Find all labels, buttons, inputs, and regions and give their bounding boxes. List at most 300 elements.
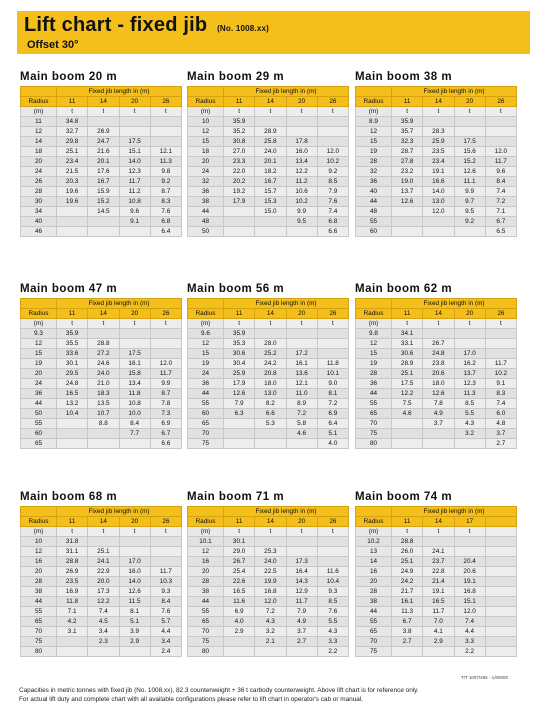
- capacity-cell: 6.9: [317, 409, 348, 419]
- table-row: [356, 177, 517, 187]
- radius-cell: 40: [21, 217, 57, 227]
- capacity-cell: 7.4: [485, 399, 516, 409]
- tonne-unit-cell: t: [119, 107, 150, 117]
- table-row: [188, 637, 349, 647]
- header-row: [356, 87, 517, 97]
- lift-chart-panel: [187, 490, 349, 657]
- capacity-cell: 24.2: [255, 359, 286, 369]
- capacity-cell: 3.8: [392, 627, 423, 637]
- capacity-cell: 22.6: [224, 577, 255, 587]
- capacity-cell: [255, 117, 286, 127]
- capacity-cell: 12.2: [286, 167, 317, 177]
- capacity-cell: [119, 127, 150, 137]
- radius-cell: 44: [188, 389, 224, 399]
- unit-row: [188, 319, 349, 329]
- capacity-cell: 6.9: [224, 607, 255, 617]
- capacity-cell: 24.0: [88, 369, 119, 379]
- capacity-cell: [57, 227, 88, 237]
- capacity-cell: 33.6: [57, 349, 88, 359]
- capacity-cell: [255, 217, 286, 227]
- table-row: [21, 627, 182, 637]
- capacity-cell: 9.3: [317, 587, 348, 597]
- capacity-cell: 10.7: [88, 409, 119, 419]
- capacity-cell: 9.9: [454, 187, 485, 197]
- capacity-cell: 12.0: [454, 607, 485, 617]
- capacity-cell: 32.3: [392, 137, 423, 147]
- radius-cell: 9.6: [188, 329, 224, 339]
- capacity-cell: 9.3: [150, 587, 181, 597]
- table-header: [356, 87, 517, 107]
- table-row: [21, 399, 182, 409]
- capacity-cell: 6.7: [392, 617, 423, 627]
- tonne-unit-cell: t: [88, 527, 119, 537]
- table-row: [188, 117, 349, 127]
- capacity-cell: 12.1: [286, 379, 317, 389]
- panel-title: Main boom 62 m: [355, 283, 453, 295]
- table-row: [21, 429, 182, 439]
- radius-unit-cell: (m): [356, 107, 392, 117]
- jib-length-header: 26: [150, 97, 181, 107]
- unit-row: [21, 527, 182, 537]
- capacity-cell: 25.9: [224, 369, 255, 379]
- capacity-cell: [88, 329, 119, 339]
- capacity-cell: [88, 439, 119, 449]
- capacity-cell: 9.5: [454, 207, 485, 217]
- capacity-cell: 22.0: [224, 167, 255, 177]
- radius-cell: 60: [21, 429, 57, 439]
- capacity-cell: 10.2: [286, 197, 317, 207]
- radius-cell: 80: [356, 439, 392, 449]
- capacity-cell: [255, 537, 286, 547]
- table-row: [356, 369, 517, 379]
- radius-cell: 14: [356, 557, 392, 567]
- capacity-cell: 16.9: [57, 587, 88, 597]
- table-row: [21, 439, 182, 449]
- capacity-cell: 34.1: [392, 329, 423, 339]
- capacity-cell: 30.8: [224, 137, 255, 147]
- capacity-cell: 13.0: [255, 389, 286, 399]
- table-row: [21, 137, 182, 147]
- radius-cell: 36: [356, 379, 392, 389]
- tonne-unit-cell: t: [423, 319, 454, 329]
- capacity-cell: 6.4: [317, 419, 348, 429]
- capacity-cell: 15.1: [454, 597, 485, 607]
- table-row: [356, 117, 517, 127]
- capacity-cell: 17.2: [286, 349, 317, 359]
- capacity-cell: 14.0: [119, 577, 150, 587]
- capacity-cell: 2.3: [88, 637, 119, 647]
- capacity-cell: [485, 617, 516, 627]
- capacity-cell: 22.8: [423, 567, 454, 577]
- capacity-cell: 7.2: [286, 409, 317, 419]
- table-row: [356, 607, 517, 617]
- capacity-cell: 16.7: [255, 177, 286, 187]
- table-row: [188, 399, 349, 409]
- radius-unit-cell: (m): [188, 527, 224, 537]
- capacity-cell: 14.0: [119, 157, 150, 167]
- table-row: [356, 419, 517, 429]
- jib-length-header: 11: [57, 309, 88, 319]
- capacity-cell: 25.1: [392, 557, 423, 567]
- capacity-cell: 9.9: [150, 379, 181, 389]
- capacity-cell: [454, 227, 485, 237]
- lift-chart-panel: [20, 282, 182, 449]
- capacity-cell: 8.9: [286, 399, 317, 409]
- panel-title: Main boom 29 m: [187, 71, 285, 83]
- table-row: [21, 177, 182, 187]
- table-body: [21, 527, 182, 657]
- radius-cell: 9.3: [21, 329, 57, 339]
- capacity-cell: 4.9: [286, 617, 317, 627]
- tonne-unit-cell: t: [119, 319, 150, 329]
- tonne-unit-cell: t: [88, 319, 119, 329]
- table-row: [21, 379, 182, 389]
- capacity-cell: 6.6: [317, 227, 348, 237]
- radius-cell: 19: [188, 359, 224, 369]
- capacity-cell: 10.6: [286, 187, 317, 197]
- capacity-cell: 3.3: [317, 637, 348, 647]
- capacity-cell: [255, 329, 286, 339]
- capacity-cell: 19.1: [454, 577, 485, 587]
- capacity-cell: [317, 117, 348, 127]
- capacity-cell: 25.9: [423, 137, 454, 147]
- capacity-cell: 9.6: [485, 167, 516, 177]
- tonne-unit-cell: t: [423, 107, 454, 117]
- capacity-cell: 7.8: [150, 399, 181, 409]
- capacity-cell: 6.8: [150, 217, 181, 227]
- capacity-cell: 7.4: [485, 187, 516, 197]
- capacity-cell: [255, 429, 286, 439]
- header-cell-empty: [356, 87, 392, 97]
- footnote-line-1: Capacities in metric tonnes with fixed jib (No. 1008.xx), 82.3 counterweight + 36 t carbody counterweight. Above lift chart is for reference only.: [19, 687, 419, 694]
- table-row: [188, 137, 349, 147]
- radius-cell: 14: [21, 137, 57, 147]
- header-row: [21, 507, 182, 517]
- capacity-cell: [317, 329, 348, 339]
- capacity-cell: 6.4: [150, 227, 181, 237]
- capacity-cell: 35.9: [224, 117, 255, 127]
- capacity-cell: [317, 349, 348, 359]
- jib-length-header: 26: [317, 97, 348, 107]
- capacity-cell: [119, 537, 150, 547]
- capacity-cell: 29.0: [224, 547, 255, 557]
- lift-chart-table: [355, 506, 517, 657]
- unit-row: [356, 319, 517, 329]
- radius-cell: 44: [356, 389, 392, 399]
- capacity-cell: [317, 127, 348, 137]
- radius-cell: 10: [21, 537, 57, 547]
- document-id: T/T 1007/485 - 1/00000: [461, 675, 508, 680]
- radius-cell: 12: [21, 127, 57, 137]
- capacity-cell: 7.6: [317, 197, 348, 207]
- table-row: [21, 557, 182, 567]
- capacity-cell: 26.9: [57, 567, 88, 577]
- table-row: [356, 339, 517, 349]
- radius-cell: 44: [21, 597, 57, 607]
- table-header: [356, 299, 517, 319]
- tonne-unit-cell: t: [57, 527, 88, 537]
- capacity-cell: [454, 339, 485, 349]
- radius-cell: 12: [356, 127, 392, 137]
- table-row: [356, 547, 517, 557]
- table-row: [356, 577, 517, 587]
- radius-cell: 44: [188, 597, 224, 607]
- capacity-cell: 9.1: [119, 217, 150, 227]
- capacity-cell: 10.4: [317, 577, 348, 587]
- table-row: [188, 439, 349, 449]
- radius-cell: 36: [356, 177, 392, 187]
- radius-header: Radius: [188, 517, 224, 527]
- tonne-unit-cell: t: [150, 527, 181, 537]
- capacity-cell: 8.5: [317, 597, 348, 607]
- table-row: [188, 127, 349, 137]
- capacity-cell: [485, 647, 516, 657]
- capacity-cell: 17.5: [119, 349, 150, 359]
- jib-length-header: 14: [255, 97, 286, 107]
- capacity-cell: [423, 227, 454, 237]
- table-header: [188, 299, 349, 319]
- capacity-cell: 19.9: [255, 577, 286, 587]
- tonne-unit-cell: t: [224, 527, 255, 537]
- table-row: [188, 369, 349, 379]
- radius-cell: 44: [21, 399, 57, 409]
- capacity-cell: 18.3: [88, 389, 119, 399]
- capacity-cell: 9.7: [454, 197, 485, 207]
- capacity-cell: [286, 439, 317, 449]
- table-row: [356, 409, 517, 419]
- tonne-unit-cell: t: [454, 107, 485, 117]
- capacity-cell: 15.6: [454, 147, 485, 157]
- table-row: [21, 329, 182, 339]
- capacity-cell: [286, 537, 317, 547]
- table-row: [356, 379, 517, 389]
- capacity-cell: 21.7: [392, 587, 423, 597]
- capacity-cell: 4.4: [454, 627, 485, 637]
- capacity-cell: 9.1: [485, 379, 516, 389]
- capacity-cell: 23.4: [57, 157, 88, 167]
- capacity-cell: 15.7: [255, 187, 286, 197]
- capacity-cell: [224, 207, 255, 217]
- radius-cell: 24: [21, 167, 57, 177]
- table-row: [21, 369, 182, 379]
- radius-cell: 12: [188, 547, 224, 557]
- jib-length-header: 11: [392, 97, 423, 107]
- capacity-cell: 24.1: [423, 547, 454, 557]
- radius-cell: 60: [188, 409, 224, 419]
- capacity-cell: 4.6: [392, 409, 423, 419]
- capacity-cell: [119, 117, 150, 127]
- capacity-cell: [57, 637, 88, 647]
- table-row: [356, 137, 517, 147]
- tonne-unit-cell: t: [317, 107, 348, 117]
- radius-cell: 11: [21, 117, 57, 127]
- radius-cell: 70: [188, 429, 224, 439]
- capacity-cell: 28.3: [423, 127, 454, 137]
- radius-cell: 55: [21, 419, 57, 429]
- fixed-jib-header: Fixed jib length in (m): [57, 299, 182, 309]
- table-row: [356, 157, 517, 167]
- capacity-cell: 8.3: [150, 197, 181, 207]
- capacity-cell: 26.7: [423, 339, 454, 349]
- capacity-cell: 11.7: [485, 359, 516, 369]
- capacity-cell: 2.9: [119, 637, 150, 647]
- capacity-cell: 9.8: [150, 167, 181, 177]
- capacity-cell: 34.8: [57, 117, 88, 127]
- capacity-cell: 8.4: [119, 419, 150, 429]
- capacity-cell: 16.6: [423, 177, 454, 187]
- capacity-cell: 6.8: [317, 217, 348, 227]
- capacity-cell: 11.0: [286, 389, 317, 399]
- table-row: [21, 349, 182, 359]
- capacity-cell: 12.2: [392, 389, 423, 399]
- radius-cell: 10.1: [188, 537, 224, 547]
- tonne-unit-cell: t: [454, 527, 485, 537]
- capacity-cell: 16.1: [119, 359, 150, 369]
- radius-cell: 28: [356, 157, 392, 167]
- capacity-cell: 4.9: [423, 409, 454, 419]
- capacity-cell: [423, 439, 454, 449]
- radius-cell: 15: [356, 137, 392, 147]
- capacity-cell: [57, 647, 88, 657]
- capacity-cell: 12.0: [423, 207, 454, 217]
- capacity-cell: 17.0: [119, 557, 150, 567]
- jib-length-header: 20: [119, 309, 150, 319]
- capacity-cell: 12.6: [392, 197, 423, 207]
- table-row: [356, 557, 517, 567]
- capacity-cell: 11.2: [119, 187, 150, 197]
- capacity-cell: 7.2: [485, 197, 516, 207]
- radius-cell: 70: [21, 627, 57, 637]
- capacity-cell: 3.7: [485, 429, 516, 439]
- capacity-cell: 19.0: [392, 177, 423, 187]
- capacity-cell: [423, 329, 454, 339]
- table-row: [356, 597, 517, 607]
- radius-cell: 32: [356, 167, 392, 177]
- table-row: [356, 429, 517, 439]
- radius-cell: 18: [188, 147, 224, 157]
- radius-header: Radius: [356, 309, 392, 319]
- header-bar: [17, 11, 530, 54]
- capacity-cell: 2.9: [224, 627, 255, 637]
- unit-row: [21, 319, 182, 329]
- table-row: [188, 537, 349, 547]
- header-cell-empty: [21, 299, 57, 309]
- table-row: [188, 587, 349, 597]
- capacity-cell: 10.2: [317, 157, 348, 167]
- tonne-unit-cell: t: [119, 527, 150, 537]
- table-row: [188, 167, 349, 177]
- capacity-cell: 10.8: [119, 197, 150, 207]
- capacity-cell: 8.5: [317, 177, 348, 187]
- capacity-cell: 13.6: [286, 369, 317, 379]
- jib-length-header: 11: [224, 517, 255, 527]
- header-row: [21, 97, 182, 107]
- capacity-cell: 30.1: [224, 537, 255, 547]
- lift-chart-panel: [20, 70, 182, 237]
- capacity-cell: 15.3: [255, 197, 286, 207]
- footnote: [19, 686, 531, 704]
- radius-unit-cell: (m): [188, 319, 224, 329]
- capacity-cell: 28.8: [57, 557, 88, 567]
- radius-header: Radius: [21, 517, 57, 527]
- table-row: [188, 567, 349, 577]
- capacity-cell: 6.6: [255, 409, 286, 419]
- capacity-cell: [485, 349, 516, 359]
- jib-length-header: 20: [454, 309, 485, 319]
- fixed-jib-header: Fixed jib length in (m): [392, 299, 517, 309]
- capacity-cell: 2.7: [485, 439, 516, 449]
- capacity-cell: 5.1: [317, 429, 348, 439]
- capacity-cell: 12.2: [88, 597, 119, 607]
- capacity-cell: 30.6: [392, 349, 423, 359]
- table-row: [356, 389, 517, 399]
- capacity-cell: 21.0: [88, 379, 119, 389]
- table-row: [188, 157, 349, 167]
- capacity-cell: 25.1: [88, 547, 119, 557]
- capacity-cell: 11.2: [286, 177, 317, 187]
- lift-chart-panel: [355, 490, 517, 657]
- capacity-cell: 28.8: [88, 339, 119, 349]
- capacity-cell: 27.2: [88, 349, 119, 359]
- table-row: [21, 187, 182, 197]
- radius-header: Radius: [21, 97, 57, 107]
- table-row: [188, 409, 349, 419]
- capacity-cell: 15.0: [255, 207, 286, 217]
- tonne-unit-cell: t: [286, 107, 317, 117]
- capacity-cell: 3.4: [88, 627, 119, 637]
- capacity-cell: 20.1: [88, 157, 119, 167]
- capacity-cell: 2.4: [150, 647, 181, 657]
- capacity-cell: [485, 557, 516, 567]
- capacity-cell: 19.6: [57, 187, 88, 197]
- radius-cell: 12: [21, 547, 57, 557]
- capacity-cell: 4.8: [485, 419, 516, 429]
- table-row: [356, 207, 517, 217]
- capacity-cell: 17.5: [392, 379, 423, 389]
- unit-row: [356, 107, 517, 117]
- panel-title: Main boom 68 m: [20, 491, 118, 503]
- capacity-cell: 3.9: [119, 627, 150, 637]
- capacity-cell: 28.9: [392, 359, 423, 369]
- capacity-cell: 11.7: [485, 157, 516, 167]
- capacity-cell: 12.3: [119, 167, 150, 177]
- jib-length-header: 26: [317, 309, 348, 319]
- capacity-cell: 20.8: [255, 369, 286, 379]
- radius-cell: 19: [356, 359, 392, 369]
- capacity-cell: 17.6: [88, 167, 119, 177]
- capacity-cell: 17.3: [88, 587, 119, 597]
- tonne-unit-cell: t: [150, 107, 181, 117]
- radius-cell: 12: [188, 339, 224, 349]
- capacity-cell: 16.2: [454, 359, 485, 369]
- table-row: [188, 597, 349, 607]
- header-cell-empty: [21, 507, 57, 517]
- capacity-cell: 16.5: [423, 597, 454, 607]
- table-header: [21, 507, 182, 527]
- capacity-cell: 18.2: [255, 167, 286, 177]
- table-row: [356, 617, 517, 627]
- capacity-cell: 20.1: [255, 157, 286, 167]
- capacity-cell: 11.7: [119, 177, 150, 187]
- capacity-cell: [454, 439, 485, 449]
- capacity-cell: 12.6: [423, 389, 454, 399]
- capacity-cell: [485, 117, 516, 127]
- capacity-cell: [57, 419, 88, 429]
- capacity-cell: [150, 127, 181, 137]
- header-row: [188, 517, 349, 527]
- radius-cell: 80: [21, 647, 57, 657]
- radius-cell: 44: [356, 197, 392, 207]
